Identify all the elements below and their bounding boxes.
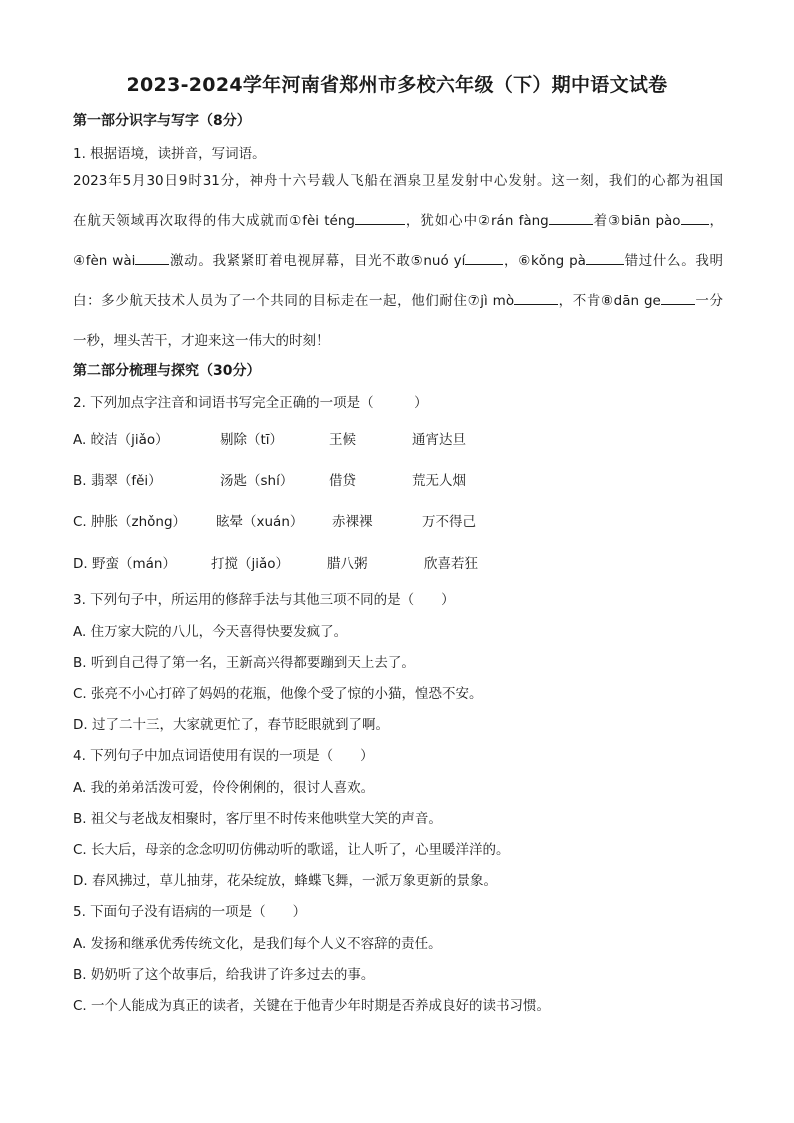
q1-stem: 1. 根据语境，读拼音，写词语。: [73, 146, 266, 162]
q3-option-d[interactable]: D. 过了二十三，大家就更忙了，春节眨眼就到了啊。: [73, 717, 389, 733]
q2-stem: 2. 下列加点字注音和词语书写完全正确的一项是（ ）: [73, 395, 428, 411]
blank-1[interactable]: [355, 210, 405, 225]
q3-option-c[interactable]: C. 张亮不小心打碎了妈妈的花瓶，他像个受了惊的小猫，惶恐不安。: [73, 686, 483, 702]
passage-line-4: 白：多少航天技术人员为了一个共同的目标走在一起，他们耐住⑦jì mò ，不肯⑧dān ge 一分: [73, 281, 723, 321]
passage-line-3: ④fèn wài 激动。我紧紧盯着电视屏幕，目光不敢⑤nuó yí ，⑥kǒng pà 错过什么。我明: [73, 241, 723, 281]
blank-4[interactable]: [135, 250, 169, 265]
q5-option-b[interactable]: B. 奶奶听了这个故事后，给我讲了许多过去的事。: [73, 967, 375, 983]
passage-line-5: 一秒，埋头苦干，才迎来这一伟大的时刻！: [73, 333, 330, 349]
q3-stem: 3. 下列句子中，所运用的修辞手法与其他三项不同的是（ ）: [73, 592, 455, 608]
part1-heading: 第一部分识字与写字（8分）: [73, 113, 251, 129]
q5-option-c[interactable]: C. 一个人能成为真正的读者，关键在于他青少年时期是否养成良好的读书习惯。: [73, 998, 551, 1014]
q5-stem: 5. 下面句子没有语病的一项是（ ）: [73, 904, 307, 920]
q4-option-d[interactable]: D. 春风拂过，草儿抽芽，花朵绽放，蜂蝶飞舞，一派万象更新的景象。: [73, 873, 497, 889]
blank-3[interactable]: [681, 210, 709, 225]
blank-8[interactable]: [661, 290, 695, 305]
passage-line-1: 2023年5月30日9时31分，神舟十六号载人飞船在酒泉卫星发射中心发射。这一刻，我们的心都为祖国: [73, 173, 723, 189]
q3-option-b[interactable]: B. 听到自己得了第一名，王新高兴得都要蹦到天上去了。: [73, 655, 415, 671]
blank-7[interactable]: [514, 290, 558, 305]
q4-option-a[interactable]: A. 我的弟弟活泼可爱，伶伶俐俐的，很讨人喜欢。: [73, 780, 375, 796]
q3-option-a[interactable]: A. 住万家大院的八儿，今天喜得快要发疯了。: [73, 624, 348, 640]
exam-page: 2023-2024学年河南省郑州市多校六年级（下）期中语文试卷 第一部分识字与写字（8分） 1. 根据语境，读拼音，写词语。 2023年5月30日9时31分，神舟十六号载人飞船在酒泉卫星发射中心发射。这一刻，我们的心都为祖国 在航天领域再次取得的伟大成就而①fèi téng ，犹如心中②rán fàng 着③biān pào ， ④fèn wài 激动。我紧紧盯着电视屏幕，目光不敢⑤nuó yí ，⑥kǒng pà 错过什么。我明 白：多少航天技术人员为了一个共同的目标走在一起，他们耐住⑦jì mò ，不肯⑧dān ge 一分 一秒，埋头苦干，才迎来这一伟大的时刻！ 第二部分梳理与探究（30分） 2. 下列加点字注音和词语书写完全正确的一项是（ ） A. 皎洁（jiǎo） 剔除（tī） 王候 通宵达旦 B. 翡翠（fěi） 汤匙（shí） 借贷 荒无人烟 C. 肿胀（zhǒng） 眩晕（xuán） 赤裸裸 万不得己 D. 野蛮（mán） 打搅（jiǎo） 腊八粥 欣喜若狂 3. 下列句子中，所运用的修辞手法与其他三项不同的是（ ） A. 住万家大院的八儿，今天喜得快要发疯了。 B. 听到自己得了第一名，王新高兴得都要蹦到天上去了。 C. 张亮不小心打碎了妈妈的花瓶，他像个受了惊的小猫，惶恐不安。 D. 过了二十三，大家就更忙了，春节眨眼就到了啊。 4. 下列句子中加点词语使用有误的一项是（ ） A. 我的弟弟活泼可爱，伶伶俐俐的，很讨人喜欢。 B. 祖父与老战友相聚时，客厅里不时传来他哄堂大笑的声音。 C. 长大后，母亲的念念叨叨仿佛动听的歌谣，让人听了，心里暖洋洋的。 D. 春风拂过，草儿抽芽，花朵绽放，蜂蝶飞舞，一派万象更新的景象。 5. 下面句子没有语病的一项是（ ） A. 发扬和继承优秀传统文化，是我们每个人义不容辞的责任。 B. 奶奶听了这个故事后，给我讲了许多过去的事。 C. 一个人能成为真正的读者，关键在于他青少年时期是否养成良好的读书习惯。: [0, 0, 794, 1123]
q1-passage: [73, 161, 723, 361]
part2-heading: 第二部分梳理与探究（30分）: [73, 363, 261, 379]
passage-line-2: 在航天领域再次取得的伟大成就而①fèi téng ，犹如心中②rán fàng 着③biān pào ，: [73, 201, 723, 241]
blank-6[interactable]: [586, 250, 624, 265]
q4-stem: 4. 下列句子中加点词语使用有误的一项是（ ）: [73, 748, 374, 764]
q5-option-a[interactable]: A. 发扬和继承优秀传统文化，是我们每个人义不容辞的责任。: [73, 936, 442, 952]
q4-option-c[interactable]: C. 长大后，母亲的念念叨叨仿佛动听的歌谣，让人听了，心里暖洋洋的。: [73, 842, 510, 858]
blank-2[interactable]: [549, 210, 593, 225]
page-title: 2023-2024学年河南省郑州市多校六年级（下）期中语文试卷: [126, 74, 668, 96]
blank-5[interactable]: [465, 250, 503, 265]
q4-option-b[interactable]: B. 祖父与老战友相聚时，客厅里不时传来他哄堂大笑的声音。: [73, 811, 442, 827]
